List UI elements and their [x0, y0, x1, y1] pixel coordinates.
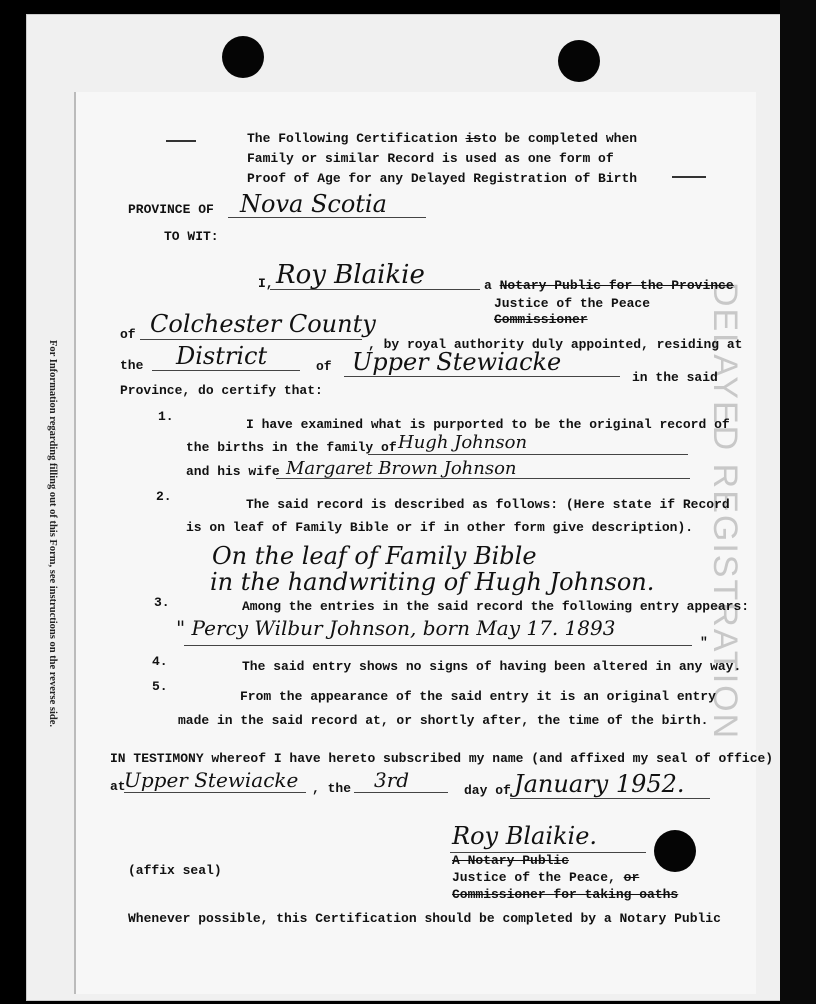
item-2-number: 2.: [156, 489, 172, 504]
entry-value: " Percy Wilbur Johnson, born May 17. 1893: [176, 616, 616, 640]
in-the-said: in the said: [632, 370, 718, 385]
to-wit: TO WIT:: [164, 229, 219, 244]
province-label: PROVINCE OF: [128, 202, 214, 217]
item-5-number: 5.: [152, 679, 168, 694]
item-4-text: The said entry shows no signs of having been altered in any way.: [242, 659, 742, 674]
month-year-value: January 1952.: [514, 770, 685, 798]
staple-mark: [672, 176, 706, 178]
entry-close-quote: ": [700, 635, 708, 650]
father-line: [368, 454, 688, 455]
the-label-2: , the: [312, 781, 352, 796]
province-line: [228, 217, 426, 218]
entry-line: [184, 645, 692, 646]
the-label: the: [120, 358, 144, 373]
testimony-text: IN TESTIMONY whereof I have hereto subscribed my name (and affixed my seal of office): [110, 751, 774, 766]
county-value: Colchester County: [150, 310, 376, 338]
punch-hole: [222, 36, 264, 78]
sig-commissioner: Commissioner for taking oaths: [452, 887, 679, 902]
record-description-1: On the leaf of Family Bible: [212, 542, 537, 570]
scan-edge: [780, 0, 816, 1004]
title-a: a Notary Public for the Province: [484, 278, 734, 293]
sig-jp: Justice of the Peace, or: [452, 870, 640, 885]
day-value: 3rd: [374, 768, 410, 792]
wife-label: and his wife: [186, 464, 280, 479]
mother-value: Margaret Brown Johnson: [286, 458, 517, 479]
item-3-number: 3.: [154, 595, 170, 610]
sig-notary: A Notary Public: [452, 853, 570, 868]
mother-line: [276, 478, 690, 479]
births-family-label: the births in the family of: [186, 440, 397, 455]
appointed-text: , by royal authority duly appointed, residing at: [368, 337, 743, 352]
title-jp: Justice of the Peace: [494, 296, 651, 311]
province-certify: Province, do certify that:: [120, 383, 323, 398]
affix-seal: (affix seal): [128, 863, 222, 878]
item-3-text: Among the entries in the said record the following entry appears:: [242, 599, 750, 614]
header-line-2: Family or similar Record is used as one form of: [247, 151, 614, 166]
item-5-text-1: From the appearance of the said entry it is an original entry: [240, 689, 716, 704]
punch-hole: [558, 40, 600, 82]
record-description-2: in the handwriting of Hugh Johnson.: [210, 568, 655, 596]
seal-hole: [654, 830, 696, 872]
item-2-text-1: The said record is described as follows: (Here state if Record: [246, 497, 730, 512]
title-commissioner: Commissioner: [494, 312, 588, 327]
father-value: Hugh Johnson: [398, 432, 528, 453]
header-line-3: Proof of Age for any Delayed Registration of Birth: [247, 171, 638, 186]
background-stamp: DELAYED REGISTRATION: [706, 282, 744, 741]
item-2-text-2: is on leaf of Family Bible or if in other form give description).: [186, 520, 694, 535]
day-of-label: day of: [464, 783, 511, 798]
at-value: Upper Stewiacke: [124, 768, 299, 792]
place-line: [344, 376, 620, 377]
i-label: I,: [258, 276, 274, 291]
place-value: Upper Stewiacke: [352, 348, 562, 376]
item-1-text: I have examined what is purported to be the original record of: [246, 417, 730, 432]
name-value: Roy Blaikie: [276, 260, 425, 290]
signature: Roy Blaikie.: [452, 822, 598, 850]
at-line: [124, 792, 306, 793]
district-value: District: [176, 342, 268, 370]
item-5-text-2: made in the said record at, or shortly after, the time of the birth.: [178, 713, 709, 728]
of-label: of: [120, 327, 136, 342]
item-4-number: 4.: [152, 654, 168, 669]
name-line: [270, 289, 480, 290]
footer-note: Whenever possible, this Certification should be completed by a Notary Public: [128, 911, 721, 926]
side-note-text: For Information regarding filling out of this Form, see instructions on the reverse side.: [47, 340, 58, 728]
month-year-line: [510, 798, 710, 799]
of-label-2: of: [316, 359, 332, 374]
province-value: Nova Scotia: [240, 190, 387, 218]
county-line: [140, 339, 362, 340]
item-1-number: 1.: [158, 409, 174, 424]
at-label: at: [110, 779, 126, 794]
staple-mark: [166, 140, 196, 142]
header-line-1: The Following Certification isto be completed when: [247, 131, 638, 146]
district-line: [152, 370, 300, 371]
day-line: [354, 792, 448, 793]
